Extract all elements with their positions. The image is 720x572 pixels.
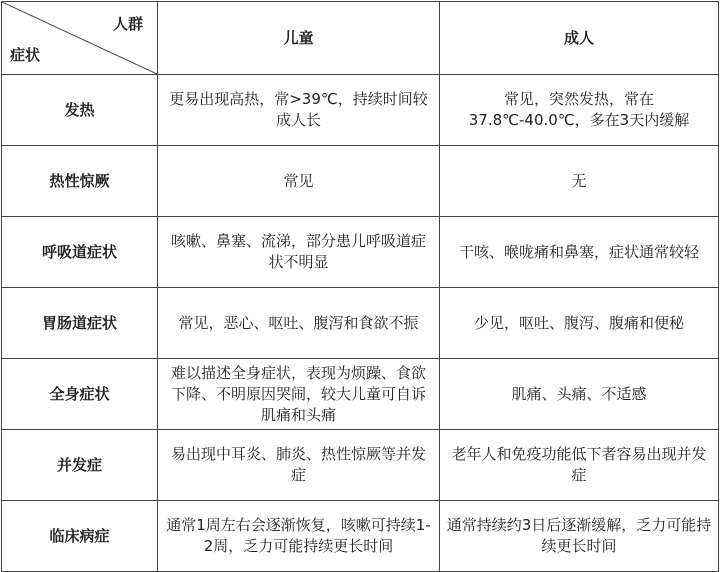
row-header: 热性惊厥 [2, 146, 158, 217]
table-row [2, 430, 719, 501]
table-row [2, 501, 719, 572]
cell-adults: 少见，呕吐、腹泻、腹痛和便秘 [440, 288, 719, 359]
column-header-children: 儿童 [158, 2, 440, 75]
cell-children: 常见，恶心、呕吐、腹泻和食欲不振 [158, 288, 440, 359]
table-row [2, 146, 719, 217]
header-row [2, 2, 719, 75]
cell-children: 易出现中耳炎、肺炎、热性惊厥等并发症 [158, 430, 440, 501]
corner-header-cell [2, 2, 158, 75]
cell-adults: 肌痛、头痛、不适感 [440, 359, 719, 430]
cell-children: 更易出现高热，常>39℃，持续时间较成人长 [158, 75, 440, 146]
corner-label-symptom: 症状 [10, 46, 41, 64]
row-header: 呼吸道症状 [2, 217, 158, 288]
row-header: 发热 [2, 75, 158, 146]
table-row [2, 288, 719, 359]
cell-adults: 常见，突然发热，常在37.8℃-40.0℃，多在3天内缓解 [440, 75, 719, 146]
cell-adults: 干咳、喉咙痛和鼻塞，症状通常较轻 [440, 217, 719, 288]
table-row [2, 217, 719, 288]
cell-adults: 老年人和免疫功能低下者容易出现并发症 [440, 430, 719, 501]
row-header: 临床病症 [2, 501, 158, 572]
table-row [2, 75, 719, 146]
comparison-table [1, 1, 719, 572]
cell-children: 常见 [158, 146, 440, 217]
cell-adults: 通常持续约3日后逐渐缓解，乏力可能持续更长时间 [440, 501, 719, 572]
cell-adults: 无 [440, 146, 719, 217]
cell-children: 难以描述全身症状，表现为烦躁、食欲下降、不明原因哭闹，较大儿童可自诉肌痛和头痛 [158, 359, 440, 430]
column-header-adults: 成人 [440, 2, 719, 75]
table-row [2, 359, 719, 430]
row-header: 胃肠道症状 [2, 288, 158, 359]
cell-children: 通常1周左右会逐渐恢复，咳嗽可持续1-2周，乏力可能持续更长时间 [158, 501, 440, 572]
corner-label-population: 人群 [112, 15, 143, 33]
cell-children: 咳嗽、鼻塞、流涕，部分患儿呼吸道症状不明显 [158, 217, 440, 288]
row-header: 并发症 [2, 430, 158, 501]
row-header: 全身症状 [2, 359, 158, 430]
